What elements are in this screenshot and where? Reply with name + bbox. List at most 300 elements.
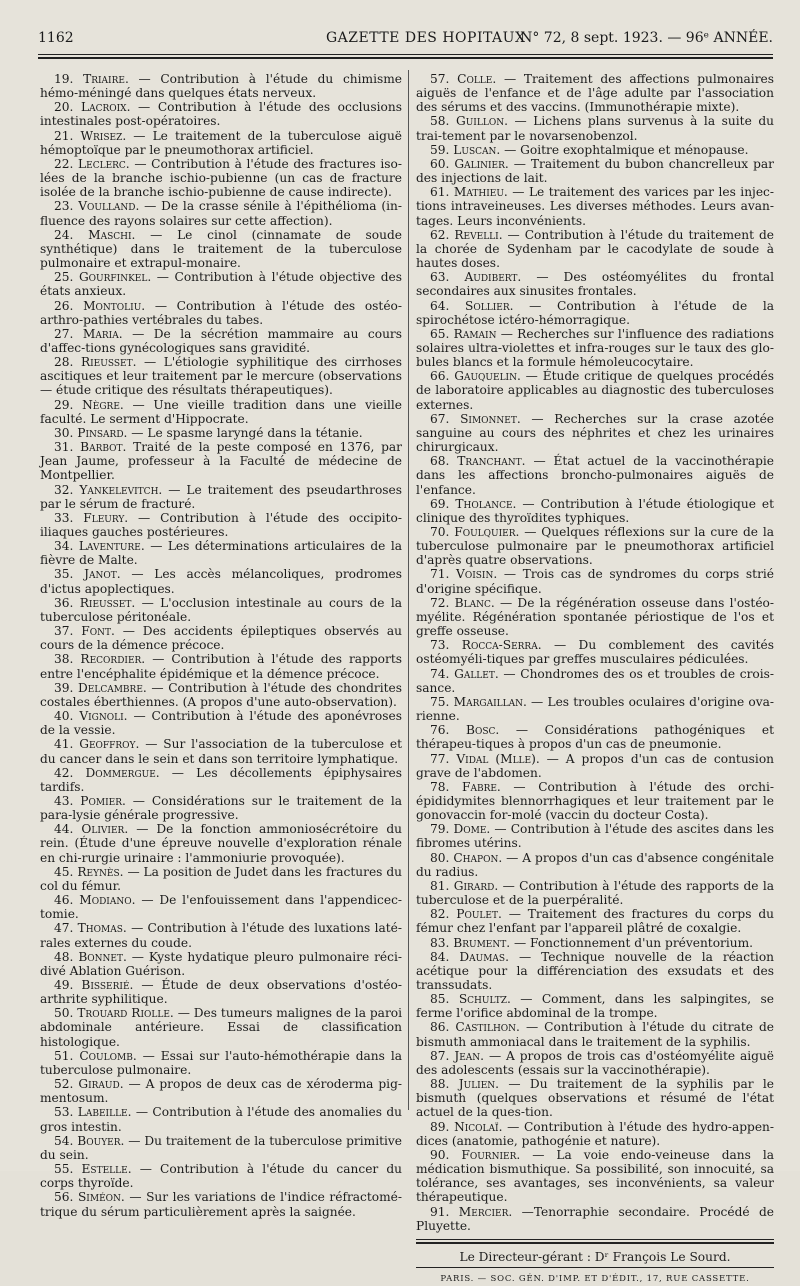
printer-line: PARIS. — SOC. GÉN. D'IMP. ET D'ÉDIT., 17, RUE CASSETTE. [440, 1273, 750, 1284]
entry-title: — Le traitement de la tuberculose aiguë hémoptoïque par le pneumothorax artificiel. [40, 128, 403, 157]
thesis-entry [40, 950, 402, 978]
entry-title: — Comment, dans les salpingites, se ferme l'orifice abdominal de la trompe. [416, 992, 775, 1021]
entry-author: Tranchant. [457, 454, 526, 469]
entry-author: Maschi. [88, 227, 136, 242]
thesis-entry [416, 1148, 774, 1205]
entry-author: Rieusset. [79, 595, 136, 610]
entry-title: — Considérations pathogéniques et thérapeu-tiques à propos d'un cas de pneumonie. [416, 723, 774, 752]
entry-number: 55. [54, 1162, 74, 1177]
entry-author: Chapon. [453, 850, 503, 865]
left-column [40, 72, 403, 1219]
entry-number: 75. [430, 694, 450, 709]
entry-author: Luscan. [453, 142, 501, 157]
entry-number: 86. [430, 1020, 450, 1035]
entry-author: Rieusset. [80, 355, 137, 370]
entry-author: Voisin. [456, 567, 498, 582]
entry-author: Fleury. [83, 510, 129, 525]
entry-title: Traité de la peste composé en 1376, par Jean Jaume, professeur à la Faculté de médecine de Montpellier. [40, 440, 403, 483]
entry-title: — Contribution à l'étude de la spirochétose ictéro-hémorragique. [416, 298, 775, 327]
thesis-entry [416, 369, 774, 411]
entry-number: 52. [54, 1077, 74, 1092]
entry-author: Maria. [82, 326, 123, 341]
thesis-entry [40, 596, 402, 624]
entry-author: Trouard Riolle. [77, 1006, 174, 1021]
entry-author: Vignoli. [79, 709, 128, 724]
entry-number: 63. [430, 270, 450, 285]
thesis-entry [40, 72, 402, 100]
entry-author: Janot. [84, 567, 121, 582]
entry-number: 59. [430, 142, 450, 157]
entry-number: 38. [54, 652, 74, 667]
entry-author: Guillon. [455, 114, 508, 129]
entry-author: Leclerc. [78, 156, 130, 171]
entry-author: Recordier. [80, 652, 146, 667]
entry-title: — A propos de trois cas d'ostéomyélite aiguë des adolescents (essais sur la vaccinothérapie). [416, 1048, 775, 1077]
entry-author: Pinsard. [77, 425, 128, 440]
entry-author: Galinier. [454, 156, 509, 171]
entry-number: 58. [430, 114, 450, 129]
entry-author: Dome. [453, 822, 491, 837]
entry-number: 88. [430, 1077, 450, 1092]
entry-number: 53. [54, 1105, 74, 1120]
entry-title: — Lichens plans survenus à la suite du trai-tement par le novarsenobenzol. [416, 114, 775, 143]
entry-author: Colle. [457, 72, 497, 86]
entry-title: — Traitement des affections pulmonaires aiguës de l'enfance et de l'âge adulte par l'association des sérums et des vaccins. (Immunothérapie mixte). [416, 72, 774, 115]
thesis-entry [40, 270, 402, 298]
thesis-entry [416, 454, 774, 496]
thesis-entry [40, 681, 402, 709]
entry-number: 25. [54, 270, 74, 285]
thesis-entry [416, 1205, 774, 1233]
thesis-entry [40, 440, 402, 482]
thesis-entry [416, 1049, 774, 1077]
entry-number: 72. [430, 595, 450, 610]
entry-number: 62. [430, 227, 450, 242]
entry-number: 70. [430, 525, 450, 539]
entry-author: Gourfinkel. [78, 270, 152, 285]
entry-author: Rocca-Serra. [461, 638, 542, 653]
entry-number: 69. [430, 496, 450, 511]
entry-title: — De la fonction ammoniosécrétoire du rein. (Étude d'une épreuve nouvelle d'exploration rénale en chi-rurgie urinaire : l'ammoniurie provoquée). [40, 822, 402, 865]
entry-number: 27. [54, 326, 74, 341]
entry-title: — Les déterminations articulaires de la fièvre de Malte. [40, 539, 402, 568]
entry-title: — Contribution à l'étude des ascites dans les fibromes utérins. [416, 822, 774, 851]
entry-title: — La voie endo-veineuse dans la médication bismuthique. Sa possibilité, son innocuité, sa tolérance, ses avantages, ses inconvénients, sa valeur thérapeutique. [416, 1147, 775, 1205]
entry-number: 77. [430, 751, 450, 766]
entry-title: — Sur l'association de la tuberculose et du cancer dans le sein et dans son territoire lymphatique. [40, 737, 403, 766]
entry-title: — Essai sur l'auto-hémothérapie dans la tuberculose pulmonaire. [40, 1048, 403, 1077]
thesis-entry [40, 1049, 402, 1077]
entry-title: — Traitement des fractures du corps du fémur chez l'enfant par l'appareil plâtré de coxalgie. [416, 907, 774, 936]
thesis-entry [416, 1120, 774, 1148]
entry-author: Daumas. [459, 949, 509, 964]
entry-number: 90. [430, 1147, 450, 1162]
entry-title: — Une vieille tradition dans une vieille faculté. Le serment d'Hippocrate. [40, 397, 402, 426]
thesis-entry [416, 143, 774, 157]
entry-number: 39. [54, 680, 74, 695]
entry-author: Poulet. [456, 907, 502, 922]
entry-title: — Étude de deux observations d'ostéo-arthrite syphilitique. [40, 978, 402, 1007]
entry-number: 22. [54, 156, 74, 171]
entry-title: — De la sécrétion mammaire au cours d'affec-tions gynécologiques sans gravidité. [40, 326, 402, 355]
thesis-entry [416, 780, 774, 822]
entry-author: Yankelevitch. [79, 482, 163, 497]
entry-number: 78. [430, 779, 450, 794]
entry-number: 60. [430, 156, 450, 171]
header-rule-thin [38, 54, 773, 55]
entry-author: Fournier. [461, 1147, 521, 1162]
thesis-entry [416, 638, 774, 666]
thesis-entry [40, 567, 402, 595]
entry-author: Nicolaï. [454, 1119, 503, 1134]
entry-number: 19. [54, 72, 74, 86]
thesis-entry [40, 822, 402, 864]
entry-title: — Des accidents épileptiques observés au cours de la démence précoce. [40, 624, 402, 653]
entry-author: Dommergue. [85, 765, 160, 780]
entry-author: Lacroix. [80, 100, 131, 115]
entry-number: 54. [54, 1133, 74, 1148]
thesis-entry [416, 299, 774, 327]
entry-author: Barbot. [80, 440, 127, 455]
entry-title: — L'occlusion intestinale au cours de la tuberculose péritonéale. [40, 595, 402, 624]
entry-title: — Le cinol (cinnamate de soude synthétique) dans le traitement de la tuberculose pulmonaire et extrapul-monaire. [40, 227, 402, 271]
entry-number: 43. [54, 793, 74, 808]
entry-number: 56. [54, 1190, 74, 1205]
entry-title: — Contribution à l'étude objective des états anxieux. [40, 270, 403, 299]
entry-author: Vidal (Mlle). [456, 751, 540, 766]
right-column [416, 72, 775, 1284]
entry-title: — Le traitement des pseudarthroses par le sérum de fracturé. [40, 482, 403, 511]
entry-title: — Des ostéomyélites du frontal secondaires aux sinusites frontales. [416, 270, 775, 299]
thesis-entry [416, 992, 774, 1020]
thesis-entry [40, 737, 402, 765]
entry-number: 68. [430, 454, 450, 469]
entry-title: — Les troubles oculaires d'origine ova-rienne. [416, 694, 774, 724]
entry-title: — Fonctionnement d'un préventorium. [510, 935, 754, 950]
entry-title: — Contribution à l'étude du citrate de bismuth ammoniacal dans le traitement de la syphilis. [416, 1020, 774, 1049]
entry-title: — Trois cas de syndromes du corps strié d'origine spécifique. [416, 567, 775, 596]
director-rule [416, 1267, 774, 1268]
entry-number: 29. [54, 397, 74, 412]
entry-number: 73. [430, 638, 450, 653]
entry-title: — Recherches sur la crase azotée sanguine au cours des néphrites et chez les urinaires chirurgicaux. [416, 411, 774, 455]
entry-number: 36. [54, 595, 74, 610]
entry-title: — Le spasme laryngé dans la tétanie. [127, 425, 363, 440]
thesis-entry [40, 1105, 402, 1133]
thesis-entry [40, 355, 402, 397]
entry-author: Mercier. [458, 1204, 513, 1219]
entry-number: 76. [430, 723, 450, 738]
entry-number: 31. [54, 440, 74, 455]
entry-author: Castilhon. [455, 1020, 520, 1035]
entry-number: 34. [54, 539, 74, 554]
entry-number: 79. [430, 822, 450, 837]
entry-author: Gallet. [454, 666, 499, 681]
thesis-entry [40, 299, 402, 327]
thesis-entry [416, 950, 774, 992]
thesis-entry [40, 921, 402, 949]
entry-title: — Quelques réflexions sur la cure de la tuberculose pulmonaire par le pneumothorax artificiel d'après quatre observations. [416, 525, 775, 568]
entry-title: — Sur les variations de l'indice réfractomé-trique du sérum particulièrement après la saignée. [40, 1190, 402, 1219]
thesis-entry [416, 695, 774, 723]
thesis-entry [40, 199, 402, 227]
entry-title: — Du traitement de la syphilis par le bismuth (quelques observations et résumé de l'état actuel de la ques-tion. [416, 1077, 774, 1120]
entry-number: 48. [54, 949, 74, 964]
entry-author: Delcambre. [78, 680, 147, 695]
entry-number: 37. [54, 624, 74, 639]
entry-author: Audibert. [464, 270, 522, 285]
thesis-entry [40, 100, 402, 128]
thesis-entry [40, 652, 402, 680]
header-rule-thick [38, 57, 773, 59]
entry-author: Montoliu. [83, 298, 146, 313]
thesis-entry [416, 72, 774, 114]
entry-title: — La position de Judet dans les fractures du col du fémur. [40, 864, 402, 893]
thesis-entry [40, 1006, 402, 1048]
journal-title: GAZETTE DES HOPITAUX [326, 30, 526, 46]
entry-title: — Contribution à l'étude des ostéo-arthro-pathies vertébrales du tabes. [40, 298, 402, 327]
entry-number: 74. [430, 666, 450, 681]
thesis-entry [40, 893, 402, 921]
entry-title: — Contribution à l'étude des luxations laté-rales externes du coude. [40, 921, 402, 950]
entry-number: 41. [54, 737, 74, 752]
thesis-entry [40, 1162, 402, 1190]
entry-number: 71. [430, 567, 450, 582]
entry-title: — Les accès mélancoliques, prodromes d'ictus apoplectiques. [40, 567, 402, 596]
thesis-entry [416, 907, 774, 935]
thesis-entry [416, 185, 774, 227]
entry-title: — Les décollements épiphysaires tardifs. [40, 765, 402, 794]
entry-title: — Goitre exophtalmique et ménopause. [500, 142, 749, 157]
entry-title: — Contribution à l'étude des aponévroses de la vessie. [40, 709, 402, 738]
thesis-entry [416, 412, 774, 454]
thesis-entry [416, 567, 774, 595]
thesis-entry [416, 879, 774, 907]
entry-title: — Contribution à l'étude du cancer du corps thyroïde. [40, 1162, 403, 1191]
entry-title: — Contribution à l'étude des hydro-appen-dices (anatomie, pathogénie et nature). [416, 1119, 775, 1148]
entry-author: Nègre. [82, 397, 124, 412]
thesis-entry [416, 822, 774, 850]
entry-number: 40. [54, 709, 74, 724]
thesis-entry [416, 667, 774, 695]
entry-author: Pomier. [80, 793, 126, 808]
entry-title: — Contribution à l'étude des rapports de la tuberculose et de la puerpéralité. [416, 878, 774, 908]
thesis-entry [40, 865, 402, 893]
thesis-entry [40, 766, 402, 794]
thesis-entry [416, 936, 774, 950]
entry-author: Tholance. [455, 496, 517, 511]
entry-author: Bosc. [466, 723, 500, 738]
entry-author: Font. [81, 624, 115, 639]
entry-number: 82. [430, 907, 450, 922]
entry-author: Giraud. [78, 1077, 124, 1092]
thesis-entry [40, 624, 402, 652]
entry-title: — Contribution à l'étude des occipito-iliaques gauches postérieures. [40, 510, 402, 539]
entry-title: — De la régénération osseuse dans l'ostéo-myélite. Régénération spontanée périostique de l'os et greffe osseuse. [416, 595, 774, 639]
entry-number: 91. [430, 1204, 450, 1219]
entry-title: — A propos de deux cas de xéroderma pig-mentosum. [40, 1077, 402, 1106]
entry-title: — De l'enfouissement dans l'appendicec-tomie. [40, 893, 403, 922]
entry-title: — Contribution à l'étude du traitement de la chorée de Sydenham par le cacodylate de soude à hautes doses. [416, 227, 775, 271]
entry-title: — Chondromes des os et troubles de crois-sance. [416, 666, 775, 695]
entry-number: 24. [54, 227, 74, 242]
entry-author: Reynès. [77, 864, 124, 879]
entry-number: 61. [430, 185, 450, 200]
thesis-entry [416, 1020, 774, 1048]
thesis-entry [40, 129, 402, 157]
entry-author: Revelli. [454, 227, 503, 242]
thesis-entry [416, 497, 774, 525]
thesis-entry [40, 709, 402, 737]
thesis-entry [416, 1077, 774, 1119]
entry-author: Mathieu. [453, 185, 508, 200]
thesis-entry [416, 157, 774, 185]
thesis-entry [40, 511, 402, 539]
entry-author: Voulland. [78, 199, 140, 214]
thesis-entry [416, 327, 774, 369]
entry-number: 80. [430, 850, 450, 865]
footer-rule-thick [416, 1242, 774, 1244]
entry-title: — Le traitement des varices par les injec-tions intraveineuses. Les diverses méthodes. Leurs avan-tages. Leurs inconvénients. [416, 185, 774, 228]
thesis-entry [40, 327, 402, 355]
entry-title: — Contribution à l'étude des anomalies du gros intestin. [40, 1105, 402, 1134]
thesis-entry [40, 157, 402, 199]
entry-number: 23. [54, 199, 74, 214]
entry-title: — Contribution à l'étude des occlusions intestinales post-opératoires. [40, 100, 402, 129]
entry-number: 89. [430, 1119, 450, 1134]
thesis-entry [40, 1077, 402, 1105]
entry-number: 83. [430, 935, 450, 950]
entry-author: Simonnet. [460, 411, 521, 426]
entry-number: 32. [54, 482, 74, 497]
entry-author: Bisserié. [81, 978, 134, 992]
thesis-entry [416, 723, 774, 751]
thesis-entry [40, 228, 402, 270]
entry-title: — Traitement du bubon chancrelleux par des injections de lait. [416, 156, 775, 186]
entry-author: Jean. [454, 1048, 485, 1063]
entry-author: Margaillan. [453, 694, 527, 709]
entry-number: 85. [430, 992, 450, 1007]
entry-title: — Contribution à l'étude des orchi-épididymites blennorrhagiques et leur traitement par le gonovaccin for-molé (vaccin du docteur Costa). [416, 779, 774, 823]
entry-author: Siméon. [77, 1190, 125, 1205]
thesis-entry [416, 752, 774, 780]
entry-number: 35. [54, 567, 74, 582]
entry-title: — A propos d'un cas de contusion grave de l'abdomen. [416, 751, 775, 780]
thesis-entry [40, 1134, 402, 1162]
entry-number: 33. [54, 510, 74, 525]
entry-title: — L'étiologie syphilitique des cirrhoses ascitiques et leur traitement par le mercure (observations — étude critique des résultats thérapeutiques). [40, 355, 402, 398]
entry-title: — A propos d'un cas d'absence congénitale du radius. [416, 850, 774, 879]
entry-number: 30. [54, 425, 74, 440]
entry-number: 84. [430, 949, 450, 964]
entry-title: — Considérations sur le traitement de la para-lysie générale progressive. [40, 793, 402, 823]
page-header [38, 30, 773, 50]
entry-author: Olivier. [81, 822, 129, 837]
entry-author: Ramain [453, 326, 497, 341]
thesis-entry [40, 794, 402, 822]
entry-author: Thomas. [77, 921, 127, 936]
entry-author: Modiano. [79, 893, 136, 908]
entry-author: Triaire. [83, 72, 129, 86]
entry-number: 81. [430, 878, 450, 893]
entry-number: 50. [54, 1006, 74, 1021]
entry-title: — Étude critique de quelques procédés de laboratoire applicables au diagnostic des tuberculoses externes. [416, 369, 775, 412]
entry-title: — État actuel de la vaccinothérapie dans les affections broncho-pulmonaires aiguës de l'enfance. [416, 454, 774, 497]
thesis-entry [40, 483, 402, 511]
entry-author: Estelle. [81, 1162, 132, 1177]
entry-number: 21. [54, 128, 74, 143]
entry-number: 47. [54, 921, 74, 936]
issue-info: N° 72, 8 sept. 1923. — 96ᵉ ANNÉE. [520, 30, 773, 46]
entry-author: Geoffroy. [79, 737, 140, 752]
right-entries [416, 72, 774, 1233]
entry-number: 26. [54, 298, 74, 313]
entry-author: Bonnet. [78, 949, 127, 964]
entry-number: 87. [430, 1048, 450, 1063]
entry-author: Julien. [458, 1077, 500, 1092]
entry-author: Bouyer. [77, 1133, 125, 1148]
thesis-entry [40, 539, 402, 567]
entry-author: Labeille. [77, 1105, 132, 1120]
entry-number: 44. [54, 822, 74, 837]
thesis-entry [40, 426, 402, 440]
director-line: Le Directeur-gérant : Dʳ François Le Sourd. [459, 1249, 731, 1264]
entry-author: Wrisez. [80, 128, 127, 143]
entry-number: 65. [430, 326, 450, 341]
entry-title: — Du traitement de la tuberculose primitive du sein. [40, 1133, 402, 1162]
thesis-entry [40, 398, 402, 426]
entry-title: — Contribution à l'étude du chimisme hémo-méningé dans quelques états nerveux. [40, 72, 403, 101]
entry-author: Brument. [453, 935, 511, 950]
entry-title: — Contribution à l'étude des rapports entre l'encéphalite épidémique et la démence précoce. [40, 652, 402, 681]
entry-title: — Kyste hydatique pleuro pulmonaire réci-divé Ablation Guérison. [40, 949, 402, 978]
thesis-entry [416, 596, 774, 638]
entry-number: 66. [430, 369, 450, 384]
entry-author: Gauquelin. [454, 369, 521, 384]
entry-number: 45. [54, 864, 74, 879]
entry-author: Schultz. [458, 992, 511, 1007]
entry-number: 67. [430, 411, 450, 426]
thesis-entry [416, 851, 774, 879]
thesis-entry [40, 978, 402, 1006]
entry-author: Blanc. [454, 595, 495, 610]
entry-author: Foulquier. [454, 525, 520, 539]
entry-title: — Contribution à l'étude des fractures iso-lées de la branche ischio-pubienne (un cas de fracture isolée de la branche ischio-pubienne de cause indirecte). [40, 156, 403, 200]
entry-title: — Des tumeurs malignes de la paroi abdominale antérieure. Essai de classification histologique. [40, 1006, 403, 1049]
entry-author: Laventure. [78, 539, 145, 554]
thesis-entry [416, 114, 774, 142]
entry-number: 49. [54, 978, 74, 992]
entry-number: 51. [54, 1048, 74, 1063]
entry-number: 42. [54, 765, 74, 780]
entry-title: — De la crasse sénile à l'épithélioma (in-fluence des rayons solaires sur cette affection). [40, 199, 402, 228]
entry-number: 46. [54, 893, 74, 908]
thesis-entry [416, 270, 774, 298]
entry-author: Girard. [453, 878, 499, 893]
entry-number: 28. [54, 355, 74, 370]
entry-author: Sollier. [465, 298, 514, 313]
entry-author: Fabre. [462, 779, 501, 794]
entry-author: Coulomb. [79, 1048, 137, 1063]
entry-title: — Technique nouvelle de la réaction acétique pour la différenciation des exsudats et des transsudats. [416, 949, 775, 992]
column-divider [408, 70, 409, 1110]
entry-number: 57. [430, 72, 450, 86]
page-number: 1162 [38, 30, 74, 46]
entry-title: —Tenorraphie secondaire. Procédé de Pluyette. [416, 1204, 774, 1233]
entry-title: — Contribution à l'étude des chondrites costales éberthiennes. (A propos d'une auto-observation). [40, 680, 402, 709]
thesis-entry [416, 525, 774, 567]
thesis-entry [40, 1190, 402, 1218]
